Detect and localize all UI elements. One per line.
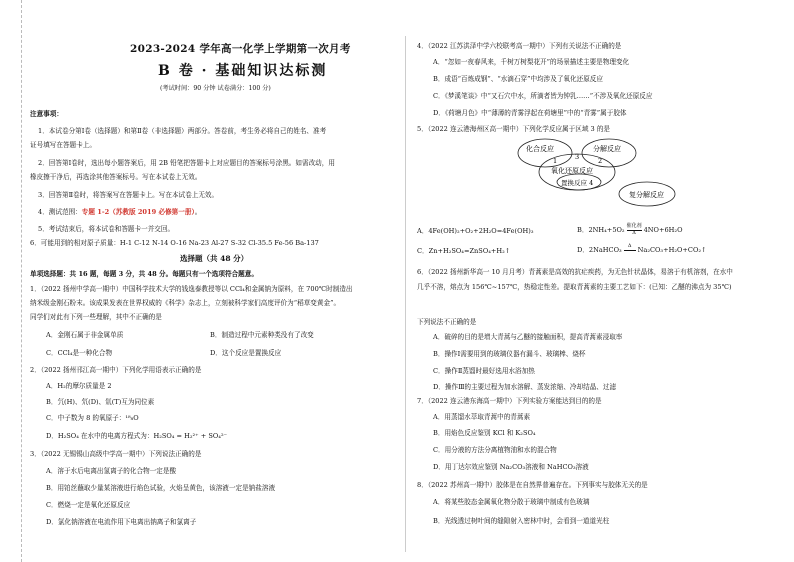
note-4-suffix: 。	[194, 208, 202, 216]
diagram-label-redox: 氧化还原反应	[551, 167, 593, 175]
combination-ellipse	[518, 139, 572, 167]
q5-b-condition	[627, 224, 642, 236]
q8-option-b: B．光线透过树叶间的缝隙射入密林中时，会看到一道道光柱	[433, 517, 610, 525]
note-2a: 2．回答第Ⅰ卷时，选出每小题答案后，用 2B 铅笔把答题卡上对应题目的答案标号涂黑。如需改动，用	[38, 159, 335, 167]
binding-margin	[0, 0, 22, 562]
q7-stem: 7．（2022 连云港东海高一期中）下列实验方案能达到目的的是	[417, 397, 602, 405]
q7-option-c: C．用分液的方法分离植物油和水的混合物	[433, 446, 557, 454]
q6-stem-2: 几乎不溶，熔点为 156℃~157℃，热稳定性差。提取青蒿素的主要工艺如下：(已知：乙醚的沸点为 35℃)	[417, 283, 732, 291]
reaction-type-diagram	[517, 136, 677, 220]
note-1b: 证号填写在答题卡上。	[30, 141, 96, 149]
q5-d-condition	[624, 244, 636, 256]
q1-option-c: C．CCl₄是一种化合物	[46, 349, 113, 357]
q5-d-lhs: D．2NaHCO₃	[577, 246, 622, 254]
diagram-label-combination: 化合反应	[526, 145, 554, 153]
q3-stem: 3．（2022 无锡锡山高级中学高一期中）下列说法正确的是	[30, 450, 202, 458]
q5-stem: 5．（2022 连云港海州区高一期中）下列化学反应属于区域 3 的是	[417, 125, 611, 133]
diagram-label-displacement: 置换反应 4	[561, 179, 594, 187]
q6-option-b: B．操作Ⅰ需要用到的玻璃仪器有漏斗、玻璃棒、烧杯	[433, 350, 586, 358]
q1-option-b: B．制造过程中元素种类没有了改变	[210, 331, 314, 339]
q3-option-d: D．氯化钠溶液在电流作用下电离出钠离子和氯离子	[46, 518, 197, 526]
note-4-prefix: 4．测试范围：	[38, 208, 82, 216]
q7-option-d: D．用丁达尔效应鉴别 Na₂CO₃溶液和 NaHCO₃溶液	[433, 463, 589, 471]
q1-option-d: D．这个反应是置换反应	[210, 349, 282, 357]
q5-option-c: C．Zn+H₂SO₄=ZnSO₄+H₂↑	[417, 247, 511, 255]
q1-stem-1: 1．（2022 扬州中学高一期中）中国科学技术大学的钱逸泰教授等以 CCl₄和金属钠为原料，在 700℃时制造出	[30, 285, 353, 293]
q8-option-a: A．将某些胶态金属氧化物分散于玻璃中制成有色玻璃	[433, 498, 590, 506]
q6-stem-3: 下列说法不正确的是	[417, 318, 477, 326]
diagram-label-double-displacement: 复分解反应	[629, 191, 664, 199]
q5-b-lhs: B．2NH₄+5O₂	[577, 226, 625, 234]
diagram-region-1: 1	[553, 157, 558, 165]
q5-d-heat: Δ	[624, 244, 636, 251]
q5-b-heat: Δ	[632, 229, 636, 236]
q5-option-b	[577, 224, 682, 236]
decomposition-ellipse	[582, 139, 636, 167]
note-3: 3．回答第Ⅱ卷时，将答案写在答题卡上。写在本试卷上无效。	[38, 191, 219, 199]
note-4	[38, 208, 201, 217]
section-intro: 单项选择题：共 16 题，每题 3 分，共 48 分。每题只有一个选项符合题意。	[30, 270, 258, 278]
q6-option-c: C．操作Ⅱ蒸馏时最好选用水浴加热	[433, 367, 535, 375]
q2-option-c: C．中子数为 8 的氧原子：¹⁸₈O	[46, 414, 139, 422]
q2-stem: 2．（2022 扬州邗江高一期中）下列化学用语表示正确的是	[30, 366, 202, 374]
q5-option-d	[577, 244, 707, 256]
diagram-region-2: 2	[598, 157, 603, 165]
q1-stem-2: 纳米级金刚石粉末。该成果发表在世界权威的《科学》杂志上，立刻被科学家们高度评价为“稻草变黄金”。	[30, 299, 341, 307]
q4-option-c: C．《梦溪笔谈》中“又石穴中水，所滴者皆为钟乳……”不涉及氧化还原反应	[433, 92, 653, 100]
note-6: 6．可能用到的相对原子质量：H-1 C-12 N-14 O-16 Na-23 Al-27 S-32 Cl-35.5 Fe-56 Ba-137	[30, 239, 319, 247]
q7-option-a: A．用蒸馏水萃取青蒿中的青蒿素	[433, 413, 531, 421]
section-heading: 选择题（共 48 分）	[180, 254, 249, 263]
q5-d-rhs: Na₂CO₃+H₂O+CO₂↑	[637, 246, 707, 254]
q4-stem: 4．（2022 江苏洪泽中学六校联考高一期中）下列有关说法不正确的是	[417, 42, 622, 50]
q3-option-c: C．燃烧一定是氧化还原反应	[46, 501, 131, 509]
q6-stem-1: 6．（2022 扬州新华高一 10 月月考）青蒿素是高效的抗疟疾药，为无色针状晶体，易溶于有机溶剂，在水中	[417, 268, 733, 276]
q7-option-b: B．用焰色反应鉴别 KCl 和 K₂SO₄	[433, 429, 536, 437]
q8-stem: 8．（2022 苏州高一期中）胶体是在自然界普遍存在。下列事实与胶体无关的是	[417, 481, 648, 489]
exam-title: 2023-2024 学年高一化学上学期第一次月考	[130, 43, 351, 55]
test-scope: 专题 1-2（苏教版 2019 必修第一册）	[81, 208, 195, 216]
q3-option-a: A．溶于水后电离出氢离子的化合物一定是酸	[46, 467, 177, 475]
q5-b-catalyst: 催化剂	[626, 223, 642, 229]
q4-option-d: D．《荷塘月色》中“薄薄的青雾浮起在荷塘里”中的“青雾”属于胶体	[433, 109, 627, 117]
q5-option-a: A．4Fe(OH)₂+O₂+2H₂O=4Fe(OH)₃	[417, 227, 534, 235]
q6-option-d: D．操作Ⅲ的主要过程为加水溶解、蒸发浓缩、冷却结晶、过滤	[433, 383, 617, 391]
q4-option-a: A．“忽如一夜春风来，千树万树梨花开”的场景描述主要是物理变化	[433, 58, 630, 66]
exam-meta: (考试时间：90 分钟 试卷满分：100 分)	[160, 85, 271, 92]
q2-option-b: B．氕(H)、氘(D)、氚(T)互为同位素	[46, 398, 155, 406]
right-column	[417, 0, 789, 562]
left-column	[30, 0, 390, 562]
q4-option-b: B．成语“百炼成钢”、“水滴石穿”中均涉及了氧化还原反应	[433, 75, 603, 83]
q6-option-a: A．破碎的目的是增大青蒿与乙醚的接触面积，提高青蒿素浸取率	[433, 333, 623, 341]
q2-option-d: D．H₂SO₄ 在水中的电离方程式为：H₂SO₄ = H₂²⁺ + SO₄²⁻	[46, 432, 228, 440]
note-5: 5．考试结束后，将本试卷和答题卡一并交回。	[38, 225, 175, 233]
diagram-label-decomposition: 分解反应	[593, 145, 621, 153]
q1-option-a: A．金刚石属于非金属单质	[46, 331, 124, 339]
q1-stem-3: 同学们对此有下列一些理解，其中不正确的是	[30, 313, 162, 321]
note-1a: 1．本试卷分第Ⅰ卷（选择题）和第Ⅱ卷（非选择题）两部分。答卷前，考生务必将自己的姓名、准考	[38, 127, 327, 135]
q3-option-b: B．用铂丝蘸取少量某溶液进行焰色试验，火焰呈黄色，该溶液一定是钠盐溶液	[46, 484, 276, 492]
q2-option-a: A．H₂的摩尔质量是 2	[46, 382, 112, 390]
exam-subtitle: B 卷 · 基础知识达标测	[158, 63, 328, 79]
column-divider	[405, 36, 406, 552]
note-2b: 橡皮擦干净后，再选涂其他答案标号。写在本试卷上无效。	[30, 173, 202, 181]
diagram-region-3: 3	[575, 153, 580, 161]
q5-b-rhs: 4NO+6H₂O	[643, 226, 683, 234]
notes-heading: 注意事项：	[30, 110, 63, 118]
